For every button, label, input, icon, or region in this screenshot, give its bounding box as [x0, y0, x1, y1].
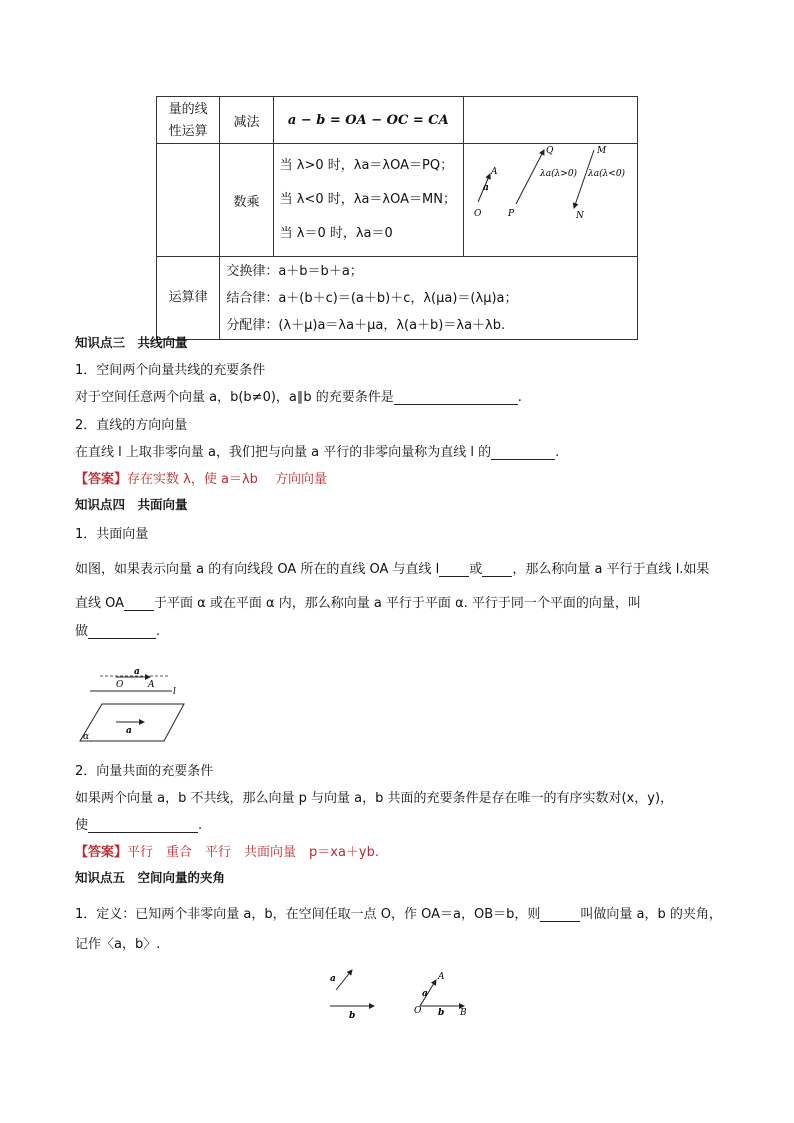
- vector-a-mid-label: a: [126, 726, 132, 736]
- category-label: 量的线性运算: [168, 102, 208, 139]
- section4-para4: 如果两个向量 a，b 不共线，那么向量 p 与向量 a，b 共面的充要条件是存在唯一的有序实数对(x，y)，: [75, 791, 674, 806]
- vector-b-free-label: b: [349, 1011, 356, 1020]
- subtraction-name: 减法: [220, 97, 273, 144]
- line-l-label: l: [173, 687, 176, 697]
- point-b-label: B: [460, 1008, 467, 1018]
- blank-parallel[interactable]: [439, 562, 469, 577]
- plane-alpha-label: α: [83, 732, 90, 742]
- law-associative: 结合律：a＋(b＋c)＝(a＋b)＋c，λ(μa)＝(λμ)a；: [226, 290, 518, 306]
- subtraction-formula: a − b = OA − OC = CA: [273, 97, 463, 144]
- blank-direction-vector[interactable]: [491, 445, 555, 460]
- law-distributive: 分配律：(λ＋μ)a＝λa＋μa，λ(a＋b)＝λa＋λb.: [226, 317, 506, 333]
- vector-a-label: a: [483, 183, 489, 193]
- laws-cell: [220, 257, 638, 340]
- section5-title: 知识点五 空间向量的夹角: [75, 870, 226, 885]
- section4-heading2: 2．向量共面的充要条件: [75, 764, 214, 779]
- point-n-label: N: [576, 211, 584, 221]
- section3-title: 知识点三 共线向量: [75, 335, 188, 350]
- vector-ob-label: b: [438, 1008, 445, 1018]
- law-commutative: 交换律：a＋b＝b＋a；: [226, 263, 363, 279]
- blank-coincide[interactable]: [482, 562, 512, 577]
- vector-operations-table: [156, 96, 638, 340]
- scalar-mult-rule-positive: 当 λ>0 时，λa＝λOA＝PQ；: [279, 158, 454, 173]
- point-m-label: M: [597, 146, 607, 156]
- scalar-mult-rules: [273, 144, 463, 257]
- section3-heading1: 1．空间两个向量共线的充要条件: [75, 363, 266, 378]
- section4-para1: 如图，如果表示向量 a 的有向线段 OA 所在的直线 OA 与直线 l 或 ，那么称向量 a 平行于直线 l.如果: [75, 562, 710, 577]
- vector-oa-label: a: [422, 989, 428, 999]
- point-o-label: O: [414, 1006, 422, 1016]
- angle-figure: [322, 964, 482, 1020]
- point-o-label: O: [116, 680, 124, 690]
- section4-para3: 做 .: [75, 624, 161, 639]
- section3-para2: 在直线 l 上取非零向量 a，我们把与向量 a 平行的非零向量称为直线 l 的 .: [75, 445, 560, 460]
- scalar-mult-figure: [464, 144, 636, 252]
- blank-plane-parallel[interactable]: [124, 596, 154, 611]
- category-cell: [157, 97, 220, 144]
- point-q-label: Q: [546, 146, 554, 156]
- coplanar-figure: [78, 664, 198, 744]
- vector-a-free-label: a: [330, 974, 336, 984]
- blank-coplanar-condition[interactable]: [88, 818, 198, 833]
- scalar-mult-rule-negative: 当 λ<0 时，λa＝λOA＝MN；: [279, 192, 456, 207]
- section3-para1: 对于空间任意两个向量 a，b(b≠0)，a∥b 的充要条件是 .: [75, 390, 522, 405]
- section3-answer: 【答案】存在实数 λ，使 a＝λb 方向向量: [75, 472, 328, 487]
- vector-a-free: [336, 970, 352, 990]
- section5-para2: 记作〈a，b〉.: [75, 937, 161, 952]
- vector-a-top-label: a: [134, 667, 140, 677]
- vector-mn-arrow: [574, 150, 594, 208]
- section4-heading1: 1．共面向量: [75, 527, 149, 542]
- lambda-neg-label: λa(λ<0): [588, 169, 626, 179]
- category-cell-cont: [157, 144, 220, 257]
- blank-angle[interactable]: [540, 907, 580, 922]
- section4-para2: 直线 OA 于平面 α 或在平面 α 内，那么称向量 a 平行于平面 α. 平行于同一个平面的向量，叫: [75, 596, 641, 611]
- section5-para1: 1．定义：已知两个非零向量 a，b，在空间任取一点 O，作 OA＝a，OB＝b，则 叫做向量 a，b 的夹角，: [75, 907, 722, 922]
- point-a-label: A: [491, 167, 498, 177]
- section4-title: 知识点四 共面向量: [75, 497, 188, 512]
- point-a-label: A: [148, 680, 155, 690]
- section4-answer: 【答案】平行 重合 平行 共面向量 p＝xa＋yb.: [75, 845, 380, 860]
- section3-heading2: 2．直线的方向向量: [75, 418, 188, 433]
- section4-para5: 使 .: [75, 818, 203, 833]
- scalar-mult-figure-cell: [464, 144, 638, 257]
- scalar-mult-name: 数乘: [220, 144, 273, 257]
- lambda-pos-label: λa(λ>0): [540, 169, 578, 179]
- blank-coplanar-vectors[interactable]: [88, 624, 156, 639]
- point-a-label: A: [438, 972, 445, 982]
- scalar-mult-rule-zero: 当 λ＝0 时，λa＝0: [279, 226, 393, 241]
- laws-name: 运算律: [157, 257, 220, 340]
- blank-collinear-condition[interactable]: [394, 390, 518, 405]
- point-p-label: P: [508, 209, 515, 219]
- subtraction-figure-cell: [464, 97, 638, 144]
- point-o-label: O: [474, 209, 482, 219]
